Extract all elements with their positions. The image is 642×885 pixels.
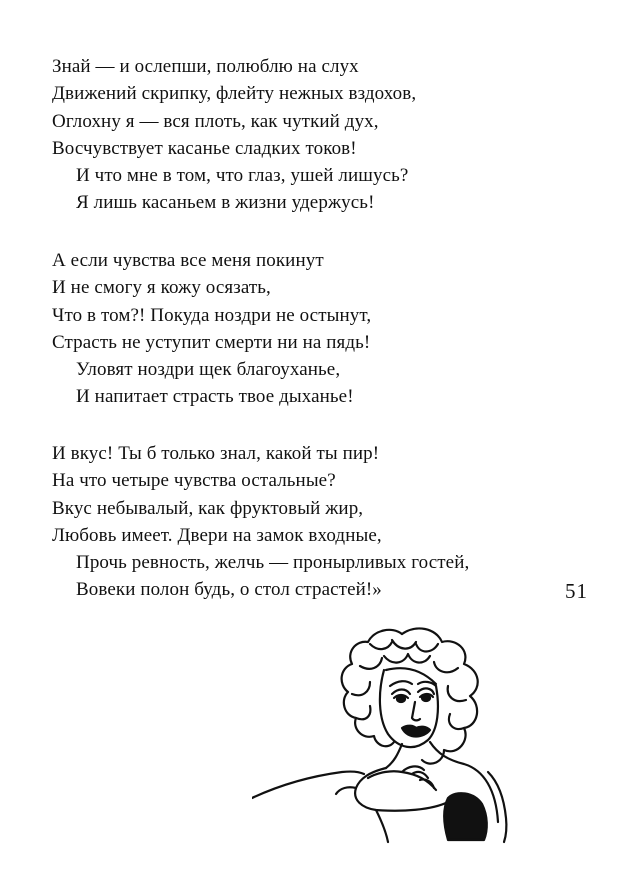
- poem-line: Оглохну я — вся плоть, как чуткий дух,: [52, 110, 379, 132]
- poem-line: Страсть не уступит смерти ни на пядь!: [52, 331, 371, 353]
- stanza-1: [52, 53, 592, 217]
- poem-line: Что в том?! Покуда ноздри не остынут,: [52, 304, 372, 326]
- poem-line: Восчувствует касанье сладких токов!: [52, 137, 357, 159]
- poem-line: Знай — и ослепши, полюблю на слух: [52, 56, 359, 77]
- woman-illustration: [252, 622, 542, 844]
- poem-line: И вкус! Ты б только знал, какой ты пир!: [52, 443, 380, 464]
- stanza-3: [52, 440, 592, 604]
- poem-line: А если чувства все меня покинут: [52, 250, 324, 271]
- stanza-2: [52, 247, 592, 411]
- page-number: 51: [565, 579, 588, 603]
- poem-line-indented: И что мне в том, что глаз, ушей лишусь?: [76, 165, 409, 187]
- poem-line: Любовь имеет. Двери на замок входные,: [52, 524, 382, 546]
- poem-line: И не смогу я кожу осязать,: [52, 277, 271, 299]
- poem-line: На что четыре чувства остальные?: [52, 470, 336, 492]
- poem-line-indented: Я лишь касаньем в жизни удержусь!: [76, 192, 375, 214]
- poem-line-indented: Вовеки полон будь, о стол страстей!»: [76, 579, 382, 601]
- poem-line-indented: И напитает страсть твое дыханье!: [76, 386, 354, 408]
- poem-line-indented: Прочь ревность, желчь — пронырливых гостей,: [76, 552, 470, 574]
- poem-line: Движений скрипку, флейту нежных вздохов,: [52, 83, 417, 105]
- poem-line: Вкус небывалый, как фруктовый жир,: [52, 497, 364, 519]
- poem-line-indented: Уловят ноздри щек благоуханье,: [76, 359, 341, 381]
